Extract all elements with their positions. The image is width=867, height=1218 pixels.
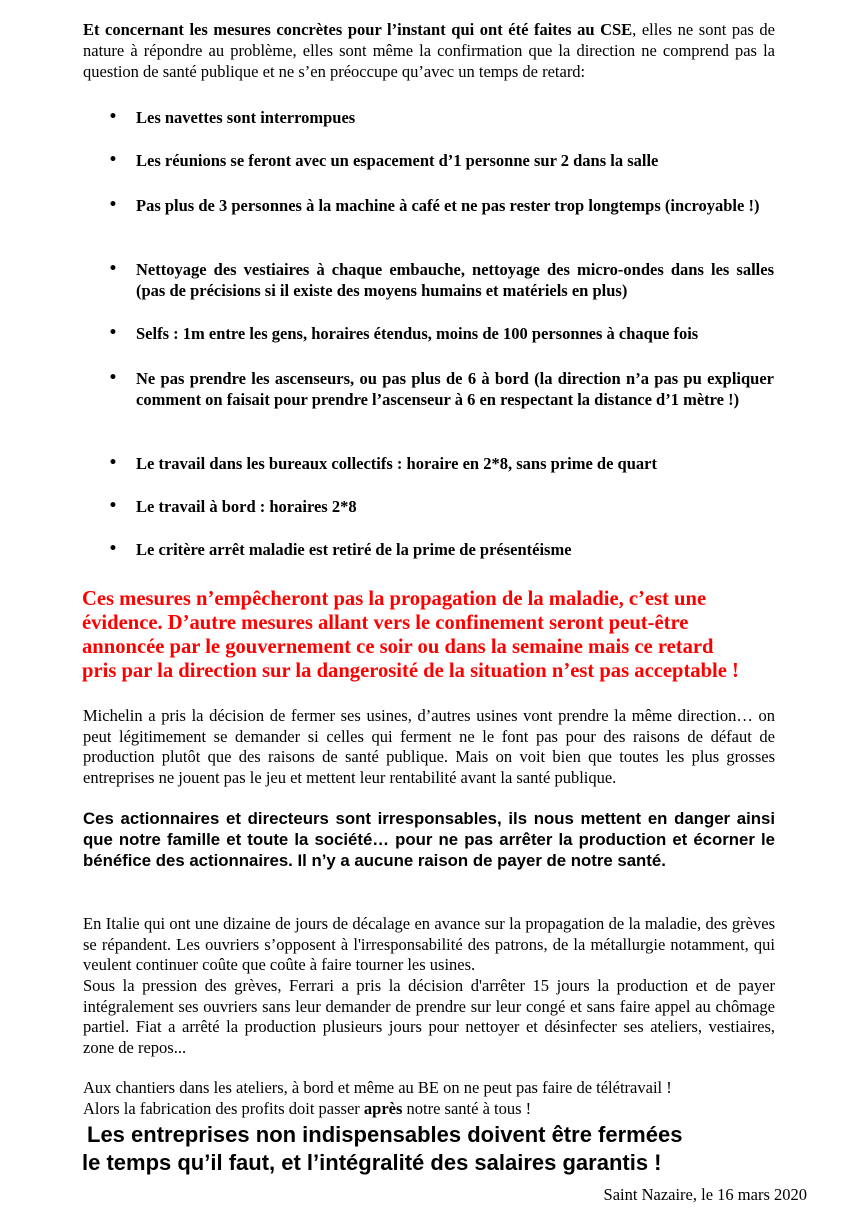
measure-text: Ne pas prendre les ascenseurs, ou pas plus de 6 à bord (la direction n’a pas pu expliquer comment on faisait pour prendre l’ascenseur à 6 en respectant la distance d’1 mètre !) xyxy=(136,369,774,409)
profits-after-text: notre santé à tous ! xyxy=(402,1099,532,1118)
intro-rest-text: , elles ne sont pas de nature à répondre au problème, elles sont même la confirmation que la direction ne comprend pas la question de santé publique et ne s’en préoccupe qu’avec un temps de retard: xyxy=(83,20,775,81)
measure-item xyxy=(108,539,774,560)
bullet-icon: • xyxy=(108,498,118,514)
warning-line: évidence. D’autre mesures allant vers le confinement seront peut-être xyxy=(82,612,689,634)
warning-line: pris par la direction sur la dangerosité de la situation n’est pas acceptable ! xyxy=(82,660,739,682)
bullet-icon: • xyxy=(108,455,118,471)
measure-text: Nettoyage des vestiaires à chaque embauche, nettoyage des micro-ondes dans les salles (pas de précisions si il existe des moyens humains et matériels en plus) xyxy=(136,260,774,300)
chantiers-line: Aux chantiers dans les ateliers, à bord et même au BE on ne peut pas faire de télétravail ! xyxy=(83,1078,672,1097)
measure-text: Les réunions se feront avec un espacement d’1 personne sur 2 dans la salle xyxy=(136,151,659,170)
measure-text: Le travail dans les bureaux collectifs : horaire en 2*8, sans prime de quart xyxy=(136,454,657,473)
bullet-icon: • xyxy=(108,152,118,168)
measure-item xyxy=(108,323,774,344)
actionnaires-paragraph: Ces actionnaires et directeurs sont irresponsables, ils nous mettent en danger ainsi que notre famille et toute la société… pour ne pas arrêter la production et écorner le bénéfice des actionnaires. Il n’y a aucune raison de payer de notre santé. xyxy=(83,809,775,870)
intro-paragraph xyxy=(83,19,775,82)
signature-date: Saint Nazaire, le 16 mars 2020 xyxy=(603,1185,807,1204)
measure-item xyxy=(108,259,774,301)
warning-line: Ces mesures n’empêcheront pas la propagation de la maladie, c’est une xyxy=(82,588,707,610)
bullet-icon: • xyxy=(108,541,118,557)
warning-paragraph xyxy=(82,587,772,683)
bullet-icon: • xyxy=(108,370,118,386)
measure-text: Selfs : 1m entre les gens, horaires étendus, moins de 100 personnes à chaque fois xyxy=(136,324,699,343)
bullet-icon: • xyxy=(108,197,118,213)
measure-text: Pas plus de 3 personnes à la machine à café et ne pas rester trop longtemps (incroyable !) xyxy=(136,196,760,215)
measure-text: Le travail à bord : horaires 2*8 xyxy=(136,497,357,516)
measure-text: Le critère arrêt maladie est retiré de la prime de présentéisme xyxy=(136,540,572,559)
bullet-icon: • xyxy=(108,109,118,125)
measure-item xyxy=(108,496,774,517)
closing-line: le temps qu’il faut, et l’intégralité des salaires garantis ! xyxy=(82,1150,662,1175)
profits-line xyxy=(83,1099,775,1120)
italie-paragraph: En Italie qui ont une dizaine de jours de décalage en avance sur la propagation de la maladie, des grèves se répandent. Les ouvriers s’opposent à l'irresponsabilité des patrons, de la métallurgie notamment, qui veulent continuer coûte que coûte à faire tourner les usines. xyxy=(83,914,775,974)
measure-item xyxy=(108,107,774,128)
intro-bold-text: Et concernant les mesures concrètes pour l’instant qui ont été faites au CSE xyxy=(83,20,633,39)
measure-item xyxy=(108,195,774,216)
measure-text: Les navettes sont interrompues xyxy=(136,108,356,127)
profits-before-text: Alors la fabrication des profits doit passer xyxy=(83,1099,364,1118)
closing-line: Les entreprises non indispensables doivent être fermées xyxy=(87,1122,683,1147)
profits-bold-text: après xyxy=(363,1099,403,1118)
measure-item xyxy=(108,368,774,410)
bullet-icon: • xyxy=(108,325,118,341)
michelin-paragraph: Michelin a pris la décision de fermer ses usines, d’autres usines vont prendre la même direction… on peut légitimement se demander si celles qui ferment ne le font pas pour des raisons de défaut de production plutôt que des raisons de santé publique. Mais on voit bien que toutes les plus grosses entreprises ne jouent pas le jeu et mettent leur rentabilité avant la santé publique. xyxy=(83,706,775,787)
closing-slogan xyxy=(82,1121,778,1177)
measure-item xyxy=(108,150,774,171)
measure-item xyxy=(108,453,774,474)
warning-line: annoncée par le gouvernement ce soir ou dans la semaine mais ce retard xyxy=(82,636,714,658)
bullet-icon: • xyxy=(108,261,118,277)
ferrari-paragraph: Sous la pression des grèves, Ferrari a pris la décision d'arrêter 15 jours la production et de payer intégralement ses ouvriers sans leur demander de prendre sur leur congé et sans faire appel au chômage partiel. Fiat a arrêté la production plusieurs jours pour nettoyer et désinfecter ses ateliers, vestiaires, zone de repos... xyxy=(83,976,775,1057)
